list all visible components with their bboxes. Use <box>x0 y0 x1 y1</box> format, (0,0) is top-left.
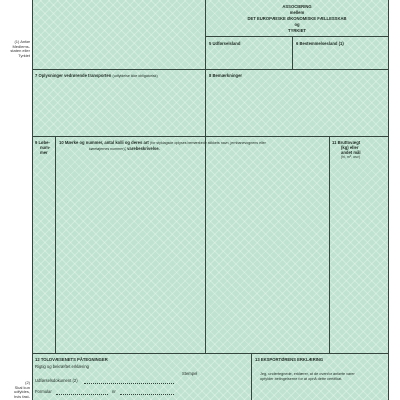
header-line-3: DET EUROPÆISKE ØKONOMISKE FÆLLESSKAB <box>247 16 347 21</box>
divider-5-6 <box>292 36 293 69</box>
box-13-exporter-declaration-label: 13 EKSPORTØRENS ERKLÆRING <box>255 357 324 362</box>
box-12-customs-label: 12 TOLDVÆSENETS PÅTEGNINGER <box>35 357 108 362</box>
margin-note-line: udfyldes, <box>13 389 30 395</box>
margin-note-export-document <box>2 381 30 399</box>
margin-note-line: (1) Anfør <box>14 39 30 44</box>
box-11-weight-label <box>332 140 361 160</box>
box-10-note-2: køretøjernes nummer) <box>89 147 125 151</box>
box-10-description-label <box>59 140 327 152</box>
box-12-export-document-line[interactable] <box>84 383 174 384</box>
box-12-number-line[interactable] <box>120 394 174 395</box>
box-9-line: 9 Løbe- <box>35 140 50 145</box>
divider-row-9 <box>32 136 389 137</box>
box-7-transport-label <box>35 73 158 79</box>
box-10-title: 10 Mærke og nummer, antal kolli og deres art <box>59 140 149 145</box>
box-12-export-document-text: Udførselsdokument (2) <box>35 378 78 383</box>
border-right <box>388 0 389 400</box>
margin-note-line: (2) <box>25 380 30 385</box>
margin-note-line: hvis fast- <box>13 393 30 399</box>
divider-row-12 <box>32 353 389 354</box>
box-13-declaration-line-1: Jeg, undertegnede, erklærer, at de ovenfor anførte varer <box>260 372 355 376</box>
box-12-stamp-text: Stempel <box>182 371 198 376</box>
certificate-form <box>32 0 389 400</box>
header-line-2: mellem <box>289 10 305 15</box>
header-line-5: TYRKIET <box>288 28 306 33</box>
box-9-line: mer <box>40 150 48 155</box>
box-12-number-text: nr <box>112 389 116 394</box>
divider-center-top <box>205 0 206 353</box>
box-5-export-country-label: 5 Udførselsland <box>209 41 241 46</box>
border-left <box>32 0 33 400</box>
divider-9-10 <box>55 136 56 353</box>
box-11-line: (hl, m³, osv) <box>341 155 360 159</box>
margin-note-line: Skal kun <box>14 384 30 390</box>
box-12-confirmed-text: Rigtig og bekræftet erklæring <box>35 364 89 369</box>
divider-10-11 <box>329 136 330 353</box>
box-11-line: 11 Bruttovægt <box>332 140 361 145</box>
header-line-4: og <box>294 22 300 27</box>
box-11-line: (kg) eller <box>341 145 359 150</box>
box-12-form-text: Formular <box>35 389 52 394</box>
margin-note-line: Tyrkiet <box>18 52 30 58</box>
box-9-serial-label <box>35 140 50 155</box>
box-11-line: andet mål <box>341 150 361 155</box>
box-13-declaration-line-2: opfylder betingelserne for at opnå dette certifikat. <box>260 377 343 381</box>
box-8-remarks-label: 8 Bemærkninger <box>209 73 243 78</box>
box-10-tail: ; varebeskrivelse. <box>124 146 160 151</box>
margin-note-member-state <box>2 40 30 58</box>
box-7-title: 7 Oplysninger vedrørende transporten <box>35 73 112 78</box>
margin-note-line: staten eller <box>10 48 30 54</box>
box-7-note: (udfyldelse ikke obligatorisk) <box>112 74 158 78</box>
divider-header-bottom <box>205 36 389 37</box>
box-6-destination-country-label: 6 Bestemmelsesland (1) <box>296 41 344 46</box>
margin-note-line: Medlems- <box>12 43 30 49</box>
divider-12-13 <box>251 353 252 400</box>
divider-row-7 <box>32 69 389 70</box>
box-10-note: (for styklagsde oplyses bemærkede stikkets navn, jernbanevognens eller <box>150 141 266 145</box>
header-line-1: ASSOCIERING <box>282 4 312 9</box>
box-9-line: num- <box>40 145 51 150</box>
box-12-form-line[interactable] <box>56 394 108 395</box>
